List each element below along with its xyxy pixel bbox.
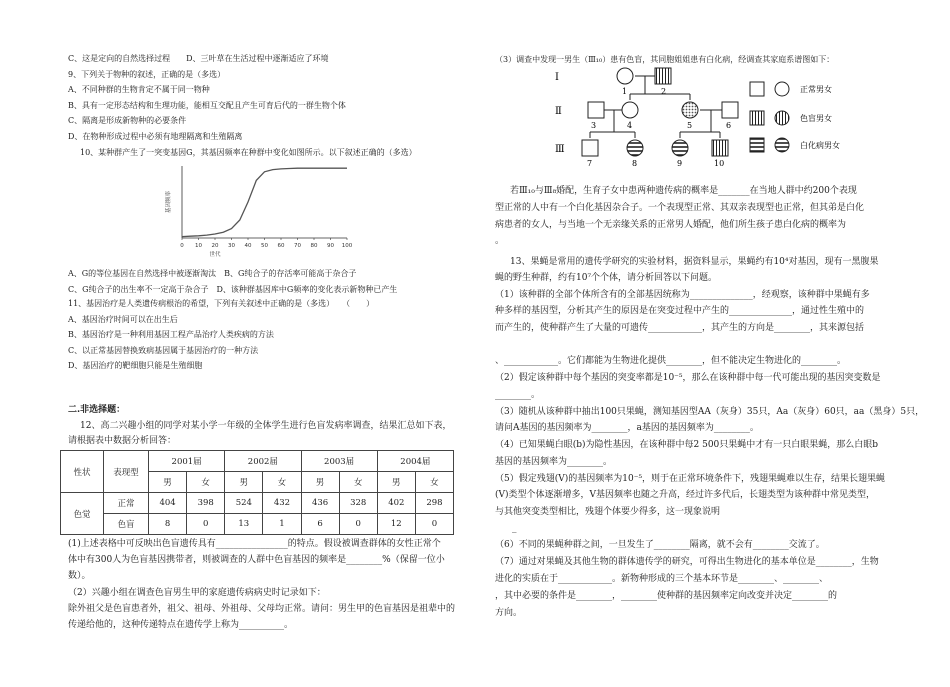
individual-number: 6 [726,121,732,130]
table-cell: 298 [415,493,453,514]
year-2001: 2001届 [149,451,225,472]
sex-header: 男 [377,472,415,493]
x-axis-label: 世代 [209,252,221,258]
q13-part1-a: （1）该种群的全部个体所含有的全部基因统称为______________，经观察，该种群中果蝇有多 [495,290,870,300]
q12-stem-2: 请根据表中数据分析回答： [68,436,177,446]
individual-number: 4 [627,121,633,130]
legend-albino: 白化病男女 [800,141,840,150]
frequency-curve [182,168,347,236]
q9-option-d: D、在物种形成过程中必须有地理隔离和生殖隔离 [68,132,243,141]
year-2003: 2003届 [301,451,377,472]
individual-number: 1 [622,87,628,96]
individual-number: 9 [677,159,683,168]
individual-number: 5 [687,121,693,130]
q9-option-c: C、隔离是形成新物种的必要条件 [68,116,187,125]
q12-part3-c: 病患者的女人，与当地一个无亲缘关系的正常男人婚配，他们所生孩子患白化病的概率为 [495,220,847,230]
x-tick-label: 30 [228,243,235,249]
q8-option-cd: C、这是定向的自然选择过程 D、三叶草在生活过程中逐渐适应了环境 [68,54,329,63]
q13-part5-d: _ [512,523,517,533]
q12-part2-a: （2）兴趣小组在调查色盲男生甲的家庭遗传病病史时记录如下： [68,588,326,598]
q12-part1-c: 数）。 [68,571,91,581]
q12-part3-b: 型正常的人中有一个白化基因杂合子。一个表现型正常、其双亲表现型也正常，但其弟是白化 [495,203,865,213]
q12-stem-1: 12、高二兴趣小组的同学对某小学一年级的全体学生进行色盲发病率调查，结果汇总如下表， [80,421,452,431]
q13-part6: （6）不同的果蝇种群之间，一旦发生了________隔离，就不会有________交流了。 [495,540,825,550]
header-phenotype: 表现型 [104,451,149,493]
sex-header: 男 [301,472,339,493]
x-tick-label: 60 [277,243,285,249]
sex-header: 女 [339,472,377,493]
individual-number: 3 [591,121,597,130]
generation-label: Ⅱ [555,106,562,117]
table-cell: 328 [339,493,377,514]
y-axis-label: 基因频率 [166,190,172,214]
sex-header: 女 [263,472,301,493]
q9-option-b: B、具有一定形态结构和生理功能，能相互交配且产生可育后代的一群生物个体 [68,101,346,110]
table-cell: 6 [301,514,339,535]
phenotype-normal: 正常 [104,493,149,514]
table-cell: 8 [149,514,187,535]
q13-part1-c: 而产生的，使种群产生了大量的可遗传____________，其产生的方向是________，其来源包括 [495,323,865,333]
year-2002: 2002届 [225,451,301,472]
x-tick-label: 50 [261,243,268,249]
phenotype-colorblind: 色盲 [104,514,149,535]
q13-part4-a: （4）已知果蝇白眼(b)为隐性基因，在该种群中每2 500只果蝇中才有一只白眼果蝇，那么白眼b [495,440,879,450]
sex-header: 女 [415,472,453,493]
q12-part1-a: (1)上述表格中可反映出色盲遗传具有________________的特点。假设被调查群体的女性正常个 [68,539,441,549]
sex-header: 女 [187,472,225,493]
individual-number: 8 [632,159,638,168]
table-cell: 398 [187,493,225,514]
table-cell: 1 [263,514,301,535]
pedigree-chart [550,66,880,176]
q10-stem: 10、某种群产生了一突变基因G，其基因频率在种群中变化如图所示。以下叙述正确的（多选） [80,148,417,157]
q13-part4-b: 基因的基因频率为________。 [495,457,613,467]
q12-part2-c: 传递给他的，这种传递特点在遗传学上称为__________。 [68,620,294,630]
q13-part7-c: ，其中必要的条件是________，________使种群的基因频率定向改变并决定________的 [495,591,838,601]
table-cell: 0 [339,514,377,535]
q13-part3-a: （3）随机从该种群中抽出100只果蝇，测知基因型AA（灰身）35只，Aa（灰身）60只，aa（黑身）5只， [495,407,925,417]
generation-label: Ⅲ [555,144,565,155]
sex-header: 男 [149,472,187,493]
q11-option-c: C、以正常基因替换致病基因属于基因治疗的一种方法 [68,346,259,355]
table-cell: 524 [225,493,263,514]
q9-stem: 9、下列关于物种的叙述，正确的是（多选） [68,70,226,79]
q12-part3-a: 若Ⅲ₁₀与Ⅲ₈婚配，生育子女中患两种遗传病的概率是_______在当地人群中约200个表现 [510,186,857,196]
q13-part7-b: 进化的实质在于____________。新物种形成的三个基本环节是________、________、 [495,574,829,584]
individual-number: 2 [661,87,667,96]
table-cell: 13 [225,514,263,535]
q13-part1-b: 种多样的基因型，分析其产生的原因是在突变过程中产生的______________，通过性生殖中的 [495,306,865,316]
q10-option-cd: C、G纯合子的出生率不一定高于杂合子 D、该种群基因库中G频率的变化表示新物种已产生 [68,285,398,294]
section-heading: 二.非选择题： [68,405,126,415]
q13-part3-b: 请问A基因的基因频率为________，a基因的基因频率为________。 [495,423,759,433]
q12-part3-stem: （3）调查中发现一男生（Ⅲ₁₀）患有色盲，其同胞姐姐患有白化病，经调查其家庭系谱图如下： [495,55,835,64]
individual-number: 10 [714,159,725,168]
q13-part7-d: 方向。 [495,608,523,618]
q13-part5-b: (V)类型个体逐渐增多，V基因频率也随之升高，经过许多代后，长翅类型为该种群中常见类型， [495,490,876,500]
generation-label: Ⅰ [555,72,559,83]
table-cell: 0 [415,514,453,535]
q12-part2-b: 除外祖父是色盲患者外，祖父、祖母、外祖母、父母均正常。请问：男生甲的色盲基因是祖辈中的 [68,604,456,614]
q13-part2-a: （2）假定该种群中每个基因的突变率都是10⁻⁵，那么在该种群中每一代可能出现的基因突变数是 [495,373,881,383]
sex-header: 男 [225,472,263,493]
x-tick-label: 0 [180,243,184,249]
q13-part5-c: 与其他突变类型相比，残翅个体要少得多，这一现象说明 [495,507,721,517]
legend-colorblind: 色盲男女 [800,114,832,123]
trait-cell: 色觉 [61,493,104,535]
table-cell: 402 [377,493,415,514]
table-cell: 0 [187,514,225,535]
gene-frequency-chart [160,160,360,260]
q11-stem: 11、基因治疗是人类遗传病根治的希望，下列有关叙述中正确的是（多选） （ ） [68,299,375,308]
x-tick-label: 40 [244,243,252,249]
header-trait: 性状 [61,451,104,493]
q13-stem-a: 13、果蝇是常用的遗传学研究的实验材料，据资料显示，果蝇约有10⁴对基因，现有一黑腹果 [510,257,879,267]
q13-part1-d: 、____________。它们都能为生物进化提供________，但不能决定生物进化的________。 [495,356,847,366]
q11-option-a: A、基因治疗时间可以在出生后 [68,315,178,324]
q12-part1-b: 体中有300人为色盲基因携带者，则被调查的人群中色盲基因的频率是________%（保留一位小 [68,555,445,565]
x-tick-label: 70 [294,243,301,249]
x-tick-label: 100 [341,243,353,249]
q13-part5-a: （5）假定残翅(V)的基因频率为10⁻⁵，则于在正常环境条件下，残翅果蝇难以生存，结果长翅果蝇 [495,474,886,484]
x-tick-label: 80 [310,243,318,249]
legend-normal: 正常男女 [800,85,832,94]
table-cell: 436 [301,493,339,514]
table-cell: 404 [149,493,187,514]
q10-option-ab: A、G的等位基因在自然选择中被逐渐淘汰 B、G纯合子的存活率可能高于杂合子 [68,269,357,278]
q13-stem-b: 蝇的野生种群，约有10⁷个个体，请分析回答以下问题。 [495,273,718,283]
q13-part2-b: ________。 [495,390,541,400]
x-tick-label: 90 [327,243,334,249]
year-2004: 2004届 [377,451,453,472]
q11-option-d: D、基因治疗的靶细胞只能是生殖细胞 [68,361,203,370]
q13-part7-a: （7）通过对果蝇及其他生物的群体遗传学的研究，可得出生物进化的基本单位是________，生物 [495,557,879,567]
survey-table [60,450,454,535]
table-cell: 12 [377,514,415,535]
table-cell: 432 [263,493,301,514]
q12-part3-d: 。 [495,236,505,246]
x-tick-label: 10 [195,243,202,249]
q9-option-a: A、不同种群的生物肯定不属于同一物种 [68,85,210,94]
x-tick-label: 20 [211,243,219,249]
individual-number: 7 [587,159,593,168]
q11-option-b: B、基因治疗是一种利用基因工程产品治疗人类疾病的方法 [68,330,274,339]
